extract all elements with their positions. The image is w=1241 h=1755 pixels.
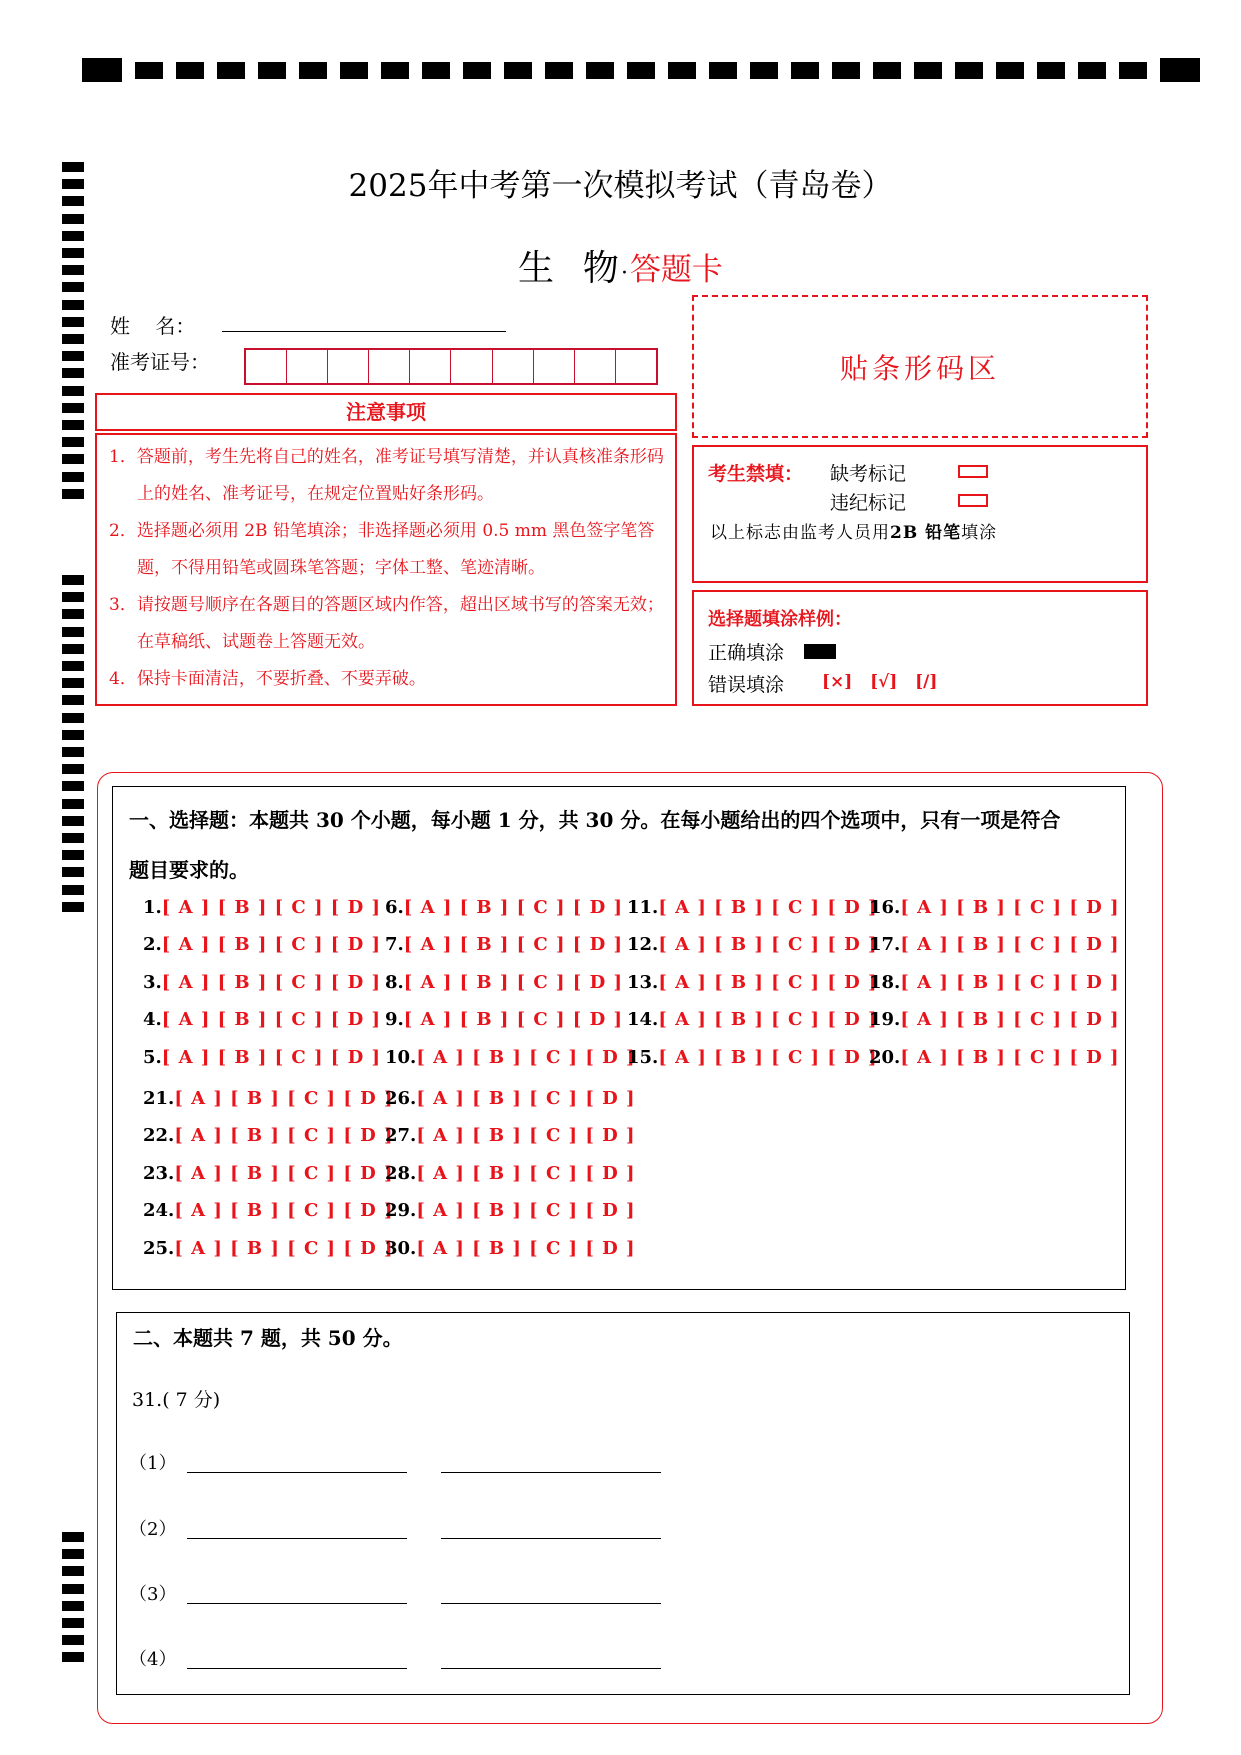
- answer-options[interactable]: [ A ] [ B ] [ C ] [ D ]: [403, 934, 623, 955]
- question-number: 12.: [627, 934, 659, 955]
- question-number: 28.: [385, 1163, 417, 1184]
- timing-mark: [62, 1618, 84, 1628]
- question-number: 24.: [143, 1200, 175, 1221]
- timing-mark: [62, 420, 84, 430]
- choice-question: [869, 972, 1120, 993]
- choice-question: [385, 972, 623, 993]
- sub-question-label: （1）: [129, 1453, 177, 1474]
- timing-mark: [62, 437, 84, 447]
- id-digit-box[interactable]: [246, 350, 287, 383]
- timing-mark: [914, 62, 942, 79]
- answer-line[interactable]: [441, 1537, 661, 1539]
- id-digit-box[interactable]: [493, 350, 534, 383]
- timing-mark: [62, 317, 84, 327]
- notice-item: 4．保持卡面清洁，不要折叠、不要弄破。: [109, 669, 426, 689]
- id-digit-box[interactable]: [451, 350, 492, 383]
- written-section-title: 二、本题共 7 题，共 50 分。: [133, 1326, 403, 1350]
- choice-question: [869, 1047, 1120, 1068]
- notice-title: 注意事项: [95, 393, 677, 431]
- timing-mark: [62, 781, 84, 791]
- question-number: 13.: [627, 972, 659, 993]
- timing-mark: [82, 58, 122, 82]
- answer-options[interactable]: [ A ] [ B ] [ C ] [ D ]: [900, 1009, 1120, 1030]
- question-number: 18.: [869, 972, 901, 993]
- id-number-boxes[interactable]: [244, 348, 658, 385]
- violation-label: 违纪标记: [830, 492, 907, 514]
- answer-options[interactable]: [ A ] [ B ] [ C ] [ D ]: [900, 934, 1120, 955]
- answer-options[interactable]: [ A ] [ B ] [ C ] [ D ]: [174, 1200, 394, 1221]
- choice-question: [143, 1088, 394, 1109]
- timing-mark: [62, 695, 84, 705]
- notice-item: 3．请按题号顺序在各题目的答题区域内作答，超出区域书写的答案无效；在草稿纸、试题卷上答题无效。: [109, 595, 664, 652]
- timing-mark: [1037, 62, 1065, 79]
- answer-line[interactable]: [441, 1667, 661, 1669]
- choice-question: [627, 1009, 878, 1030]
- timing-mark: [62, 885, 84, 895]
- timing-mark: [750, 62, 778, 79]
- answer-options[interactable]: [ A ] [ B ] [ C ] [ D ]: [403, 1009, 623, 1030]
- timing-mark: [62, 300, 84, 310]
- wrong-fill-label: 错误填涂: [708, 674, 785, 696]
- timing-mark: [1119, 62, 1147, 79]
- answer-options[interactable]: [ A ] [ B ] [ C ] [ D ]: [416, 1238, 636, 1259]
- wrong-fill-samples: [×] [√] [/]: [822, 672, 938, 692]
- timing-mark: [62, 678, 84, 688]
- answer-options[interactable]: [ A ] [ B ] [ C ] [ D ]: [658, 934, 878, 955]
- question-number: 27.: [385, 1125, 417, 1146]
- choice-question: [869, 897, 1120, 918]
- choice-question: [869, 1009, 1120, 1030]
- subject-separator: ·: [620, 261, 630, 286]
- question-number: 9.: [385, 1009, 404, 1030]
- answer-options[interactable]: [ A ] [ B ] [ C ] [ D ]: [174, 1163, 394, 1184]
- timing-mark: [463, 62, 491, 79]
- proctor-note: [710, 518, 997, 543]
- timing-mark: [62, 592, 84, 602]
- sub-question-label: （4）: [129, 1649, 177, 1670]
- answer-line[interactable]: [441, 1471, 661, 1473]
- timing-mark: [62, 833, 84, 843]
- answer-options[interactable]: [ A ] [ B ] [ C ] [ D ]: [658, 1009, 878, 1030]
- answer-options[interactable]: [ A ] [ B ] [ C ] [ D ]: [161, 897, 381, 918]
- timing-mark: [62, 1549, 84, 1559]
- timing-mark: [62, 799, 84, 809]
- timing-mark: [955, 62, 983, 79]
- page-title: 2025年中考第一次模拟考试（青岛卷）: [348, 168, 893, 204]
- answer-line[interactable]: [187, 1537, 407, 1539]
- timing-mark: [62, 454, 84, 464]
- timing-mark: [62, 644, 84, 654]
- timing-mark: [873, 62, 901, 79]
- question-number: 1.: [143, 897, 162, 918]
- question-number: 15.: [627, 1047, 659, 1068]
- timing-mark: [504, 62, 532, 79]
- timing-mark: [62, 747, 84, 757]
- fill-example-box: [692, 590, 1148, 706]
- timing-mark: [62, 489, 84, 499]
- answer-options[interactable]: [ A ] [ B ] [ C ] [ D ]: [658, 1047, 878, 1068]
- answer-options[interactable]: [ A ] [ B ] [ C ] [ D ]: [416, 1088, 636, 1109]
- violation-mark-box[interactable]: [958, 494, 988, 507]
- timing-mark: [62, 214, 84, 224]
- id-digit-box[interactable]: [534, 350, 575, 383]
- timing-mark: [62, 386, 84, 396]
- proctor-note-prefix: 以上标志由监考人员用: [710, 523, 890, 543]
- question-number: 23.: [143, 1163, 175, 1184]
- answer-options[interactable]: [ A ] [ B ] [ C ] [ D ]: [161, 1009, 381, 1030]
- answer-options[interactable]: [ A ] [ B ] [ C ] [ D ]: [416, 1200, 636, 1221]
- timing-mark: [668, 62, 696, 79]
- timing-mark: [1078, 62, 1106, 79]
- question-number: 21.: [143, 1088, 175, 1109]
- timing-mark: [62, 627, 84, 637]
- question-31-label: 31.( 7 分): [132, 1389, 221, 1411]
- question-number: 20.: [869, 1047, 901, 1068]
- question-number: 6.: [385, 897, 404, 918]
- correct-fill-label: 正确填涂: [708, 642, 785, 664]
- choice-question: [143, 1238, 394, 1259]
- question-number: 22.: [143, 1125, 175, 1146]
- choice-question: [627, 1047, 878, 1068]
- timing-mark: [135, 62, 163, 79]
- answer-card-label: 答题卡: [629, 252, 723, 288]
- answer-options[interactable]: [ A ] [ B ] [ C ] [ D ]: [900, 897, 1120, 918]
- id-digit-box[interactable]: [616, 350, 656, 383]
- timing-mark: [996, 62, 1024, 79]
- choice-question: [627, 934, 878, 955]
- question-number: 8.: [385, 972, 404, 993]
- timing-mark: [299, 62, 327, 79]
- timing-mark: [62, 730, 84, 740]
- timing-mark: [62, 1635, 84, 1645]
- timing-mark: [62, 1566, 84, 1576]
- subject-name: 生 物: [518, 248, 621, 289]
- choice-question: [385, 897, 623, 918]
- timing-mark: [62, 902, 84, 912]
- choice-question: [143, 934, 381, 955]
- choice-question: [385, 934, 623, 955]
- name-field[interactable]: [222, 330, 506, 332]
- timing-mark: [340, 62, 368, 79]
- answer-options[interactable]: [ A ] [ B ] [ C ] [ D ]: [416, 1047, 636, 1068]
- notice-item: 2．选择题必须用 2B 铅笔填涂；非选择题必须用 0.5 mm 黑色签字笔答题，不得用铅笔或圆珠笔答题；字体工整、笔迹清晰。: [109, 521, 655, 578]
- choice-question: [143, 1200, 394, 1221]
- question-number: 5.: [143, 1047, 162, 1068]
- id-label: 准考证号：: [110, 350, 210, 374]
- question-number: 19.: [869, 1009, 901, 1030]
- answer-options[interactable]: [ A ] [ B ] [ C ] [ D ]: [174, 1238, 394, 1259]
- question-number: 17.: [869, 934, 901, 955]
- timing-mark: [62, 575, 84, 585]
- question-number: 2.: [143, 934, 162, 955]
- answer-options[interactable]: [ A ] [ B ] [ C ] [ D ]: [416, 1163, 636, 1184]
- timing-mark: [176, 62, 204, 79]
- timing-mark: [62, 764, 84, 774]
- barcode-area: 贴条形码区: [692, 295, 1148, 438]
- absent-label: 缺考标记: [830, 463, 907, 485]
- timing-mark: [62, 713, 84, 723]
- question-number: 14.: [627, 1009, 659, 1030]
- timing-mark: [422, 62, 450, 79]
- timing-mark: [62, 609, 84, 619]
- timing-mark: [832, 62, 860, 79]
- timing-mark: [62, 1584, 84, 1594]
- choice-question: [143, 1125, 394, 1146]
- question-number: 10.: [385, 1047, 417, 1068]
- proctor-note-pencil: 2B 铅笔: [890, 523, 962, 543]
- answer-line[interactable]: [187, 1602, 407, 1604]
- choice-section: [112, 786, 1126, 1290]
- timing-mark: [1160, 58, 1200, 82]
- choice-question: [385, 1088, 636, 1109]
- id-digit-box[interactable]: [410, 350, 451, 383]
- timing-mark: [627, 62, 655, 79]
- timing-mark: [62, 1652, 84, 1662]
- choice-question: [143, 1009, 381, 1030]
- timing-mark: [217, 62, 245, 79]
- id-digit-box[interactable]: [287, 350, 328, 383]
- answer-options[interactable]: [ A ] [ B ] [ C ] [ D ]: [174, 1125, 394, 1146]
- timing-mark: [586, 62, 614, 79]
- proctor-only-box: [692, 445, 1148, 583]
- timing-mark: [62, 1601, 84, 1611]
- id-digit-box[interactable]: [369, 350, 410, 383]
- timing-mark: [258, 62, 286, 79]
- timing-mark: [62, 368, 84, 378]
- forbid-title: 考生禁填：: [708, 463, 804, 485]
- choice-question: [143, 1163, 394, 1184]
- choice-question: [627, 972, 878, 993]
- question-number: 11.: [627, 897, 659, 918]
- choice-question: [143, 897, 381, 918]
- question-number: 4.: [143, 1009, 162, 1030]
- proctor-note-suffix: 填涂: [961, 523, 998, 543]
- choice-question: [869, 934, 1120, 955]
- answer-options[interactable]: [ A ] [ B ] [ C ] [ D ]: [161, 934, 381, 955]
- name-label: 姓 名：: [110, 314, 196, 338]
- choice-question: [385, 1125, 636, 1146]
- choice-question: [385, 1200, 636, 1221]
- question-number: 16.: [869, 897, 901, 918]
- answer-options[interactable]: [ A ] [ B ] [ C ] [ D ]: [658, 897, 878, 918]
- choice-question: [385, 1009, 623, 1030]
- choice-section-title: 一、选择题：本题共 30 个小题，每小题 1 分，共 30 分。在每小题给出的四个选项中，只有一项是符合: [129, 808, 1061, 832]
- question-number: 7.: [385, 934, 404, 955]
- written-section: [116, 1312, 1130, 1695]
- timing-mark: [709, 62, 737, 79]
- correct-fill-sample: [804, 644, 836, 659]
- timing-mark: [62, 351, 84, 361]
- answer-options[interactable]: [ A ] [ B ] [ C ] [ D ]: [174, 1088, 394, 1109]
- sub-question-label: （2）: [129, 1519, 177, 1540]
- sub-question-label: （3）: [129, 1584, 177, 1605]
- answer-options[interactable]: [ A ] [ B ] [ C ] [ D ]: [403, 972, 623, 993]
- question-number: 30.: [385, 1238, 417, 1259]
- answer-options[interactable]: [ A ] [ B ] [ C ] [ D ]: [403, 897, 623, 918]
- timing-mark: [62, 850, 84, 860]
- timing-mark: [381, 62, 409, 79]
- timing-mark: [62, 816, 84, 826]
- timing-mark: [791, 62, 819, 79]
- choice-question: [143, 972, 381, 993]
- question-number: 29.: [385, 1200, 417, 1221]
- question-number: 3.: [143, 972, 162, 993]
- example-title: 选择题填涂样例：: [708, 609, 852, 630]
- timing-mark: [545, 62, 573, 79]
- timing-marks-top: [82, 58, 1200, 82]
- timing-mark: [62, 661, 84, 671]
- timing-mark: [62, 867, 84, 877]
- question-number: 26.: [385, 1088, 417, 1109]
- question-number: 25.: [143, 1238, 175, 1259]
- answer-line[interactable]: [187, 1667, 407, 1669]
- notice-body: [95, 433, 677, 706]
- choice-question: [627, 897, 878, 918]
- timing-mark: [62, 403, 84, 413]
- choice-question: [143, 1047, 381, 1068]
- answer-line[interactable]: [187, 1471, 407, 1473]
- choice-section-title-cont: 题目要求的。: [129, 858, 249, 882]
- timing-mark: [62, 1532, 84, 1542]
- id-digit-box[interactable]: [328, 350, 369, 383]
- timing-mark: [62, 334, 84, 344]
- answer-options[interactable]: [ A ] [ B ] [ C ] [ D ]: [161, 972, 381, 993]
- choice-question: [385, 1163, 636, 1184]
- answer-line[interactable]: [441, 1602, 661, 1604]
- answer-options[interactable]: [ A ] [ B ] [ C ] [ D ]: [658, 972, 878, 993]
- subject-title: [0, 240, 1241, 291]
- answer-options[interactable]: [ A ] [ B ] [ C ] [ D ]: [416, 1125, 636, 1146]
- absent-mark-box[interactable]: [958, 465, 988, 478]
- timing-mark: [62, 472, 84, 482]
- answer-options[interactable]: [ A ] [ B ] [ C ] [ D ]: [900, 1047, 1120, 1068]
- choice-question: [385, 1238, 636, 1259]
- answer-options[interactable]: [ A ] [ B ] [ C ] [ D ]: [161, 1047, 381, 1068]
- id-digit-box[interactable]: [575, 350, 616, 383]
- choice-question: [385, 1047, 636, 1068]
- answer-options[interactable]: [ A ] [ B ] [ C ] [ D ]: [900, 972, 1120, 993]
- notice-item: 1．答题前，考生先将自己的姓名，准考证号填写清楚，并认真核准条形码上的姓名、准考证号，在规定位置贴好条形码。: [109, 447, 664, 504]
